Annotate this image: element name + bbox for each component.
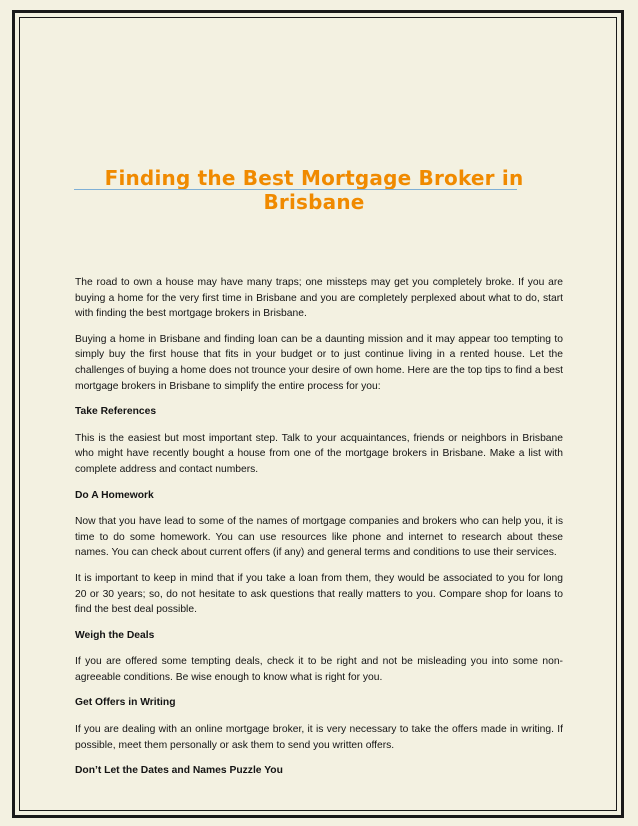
document-body: [75, 275, 563, 790]
section-heading-dates-and-names: Don’t Let the Dates and Names Puzzle You: [75, 765, 283, 777]
title-underline: [74, 189, 517, 190]
section-paragraph: This is the easiest but most important step. Talk to your acquaintances, friends or neighbors in Brisbane who might have recently bought a house from one of the mortgage brokers in Brisbane. Make a list with complete address and contact numbers.: [75, 432, 563, 475]
document-title: Finding the Best Mortgage Broker in Brisbane: [104, 166, 524, 214]
section-paragraph: It is important to keep in mind that if you take a loan from them, they would be associated to you for long 20 or 30 years; so, do not hesitate to ask questions that really matters to you. Compare shop for loans to find the best deal possible.: [75, 572, 563, 616]
section-paragraph: Now that you have lead to some of the names of mortgage companies and brokers who can help you, it is time to do some homework. You can use resources like phone and internet to research about these names. You can check about current offers (if any) and general terms and conditions to use their services.: [75, 516, 563, 559]
section-heading-get-offers-in-writing: Get Offers in Writing: [75, 697, 176, 709]
section-paragraph: If you are offered some tempting deals, check it to be right and not be misleading you into some non-agreeable conditions. Be wise enough to know what is right for you.: [75, 656, 563, 683]
section-paragraph: If you are dealing with an online mortgage broker, it is very necessary to take the offers made in writing. If possible, meet them personally or ask them to send you written offers.: [75, 724, 563, 751]
section-heading-do-a-homework: Do A Homework: [75, 489, 154, 501]
intro-paragraph-2: Buying a home in Brisbane and finding loan can be a daunting mission and it may appear too tempting to simply buy the first house that fits in your budget or to just continue living in a rented house. Let the challenges of buying a home does not trounce your desire of own home. Here are the top tips to find a best mortgage brokers in Brisbane to simplify the entire process for you:: [75, 333, 563, 392]
section-heading-take-references: Take References: [75, 406, 157, 418]
intro-paragraph-1: The road to own a house may have many traps; one missteps may get you completely broke. If you are buying a home for the very first time in Brisbane and you are completely perplexed about what to do, start with finding the best mortgage brokers in Brisbane.: [75, 277, 563, 320]
section-heading-weigh-the-deals: Weigh the Deals: [75, 629, 155, 641]
